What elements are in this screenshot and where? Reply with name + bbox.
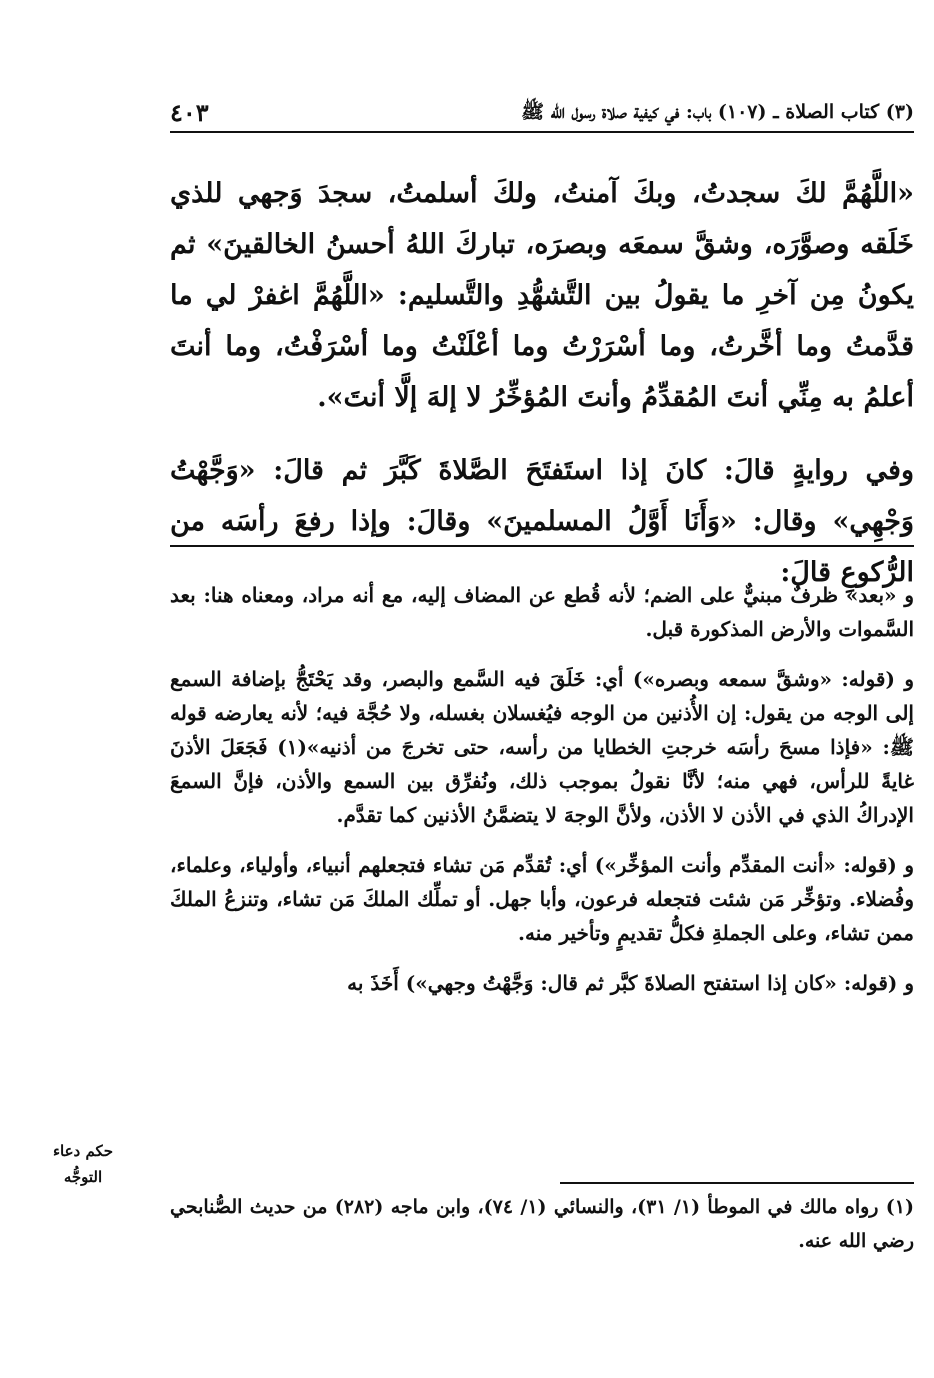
page-header bbox=[170, 100, 914, 130]
hadith-text bbox=[170, 168, 914, 620]
margin-note-line: حكم دعاء bbox=[52, 1142, 113, 1160]
page-number: ٤٠٣ bbox=[170, 98, 209, 127]
footnote-divider bbox=[560, 1182, 914, 1184]
hadith-paragraph: «اللَّهُمَّ لكَ سجدتُ، وبكَ آمنتُ، ولكَ أسلمتُ، سجدَ وَجهي للذي خَلَقه وصوَّرَه، وشقَّ سمعَه وبصرَه، تباركَ اللهُ أحسنُ الخالقينَ» ثم يكونُ مِن آخرِ ما يقولُ بين التَّشهُّدِ والتَّسليم: «اللَّهُمَّ اغفرْ لي ما قدَّمتُ وما أخَّرتُ، وما أسْرَرْتُ وما أعْلَنْتُ وما أسْرَفْتُ، وما أنتَ أعلمُ به مِنِّي أنتَ المُقدِّمُ وأنتَ المُؤخِّرُ لا إلهَ إلَّا أنتَ». bbox=[170, 178, 914, 413]
section-divider bbox=[170, 545, 914, 547]
commentary-paragraph: و (قوله: «وشقَّ سمعه وبصره») أي: خَلَقَ فيه السَّمع والبصر، وقد يَحْتَجُّ بإضافة السمع إلى الوجه من يقول: إن الأُذنين من الوجه فيُغسلان بغسله، ولا حُجَّة فيه؛ لأنه يعارضه قوله ﷺ: «فإذا مسحَ رأسَه خرجتِ الخطايا من رأسه، حتى تخرجَ من أذنيه»(١) فَجَعَلَ الأذنَ غايةً للرأس، فهي منه؛ لأنَّا نقولُ بموجب ذلك، ونُفرِّق بين السمع والأذن، فإنَّ السمعَ الإدراكُ الذي في الأذن لا الأذن، ولأنَّ الوجهَ لا يتضمَّنُ الأذنين كما تقدَّم. bbox=[170, 667, 914, 827]
footnote-item: (١) رواه مالك في الموطأ (١/ ٣١)، والنسائي (١/ ٧٤)، وابن ماجه (٢٨٢) من حديث الصُّنابحي رضي الله عنه. bbox=[170, 1196, 915, 1252]
margin-note bbox=[18, 1138, 148, 1190]
running-title: (٣) كتاب الصلاة ـ (١٠٧) باب: في كيفية صلاة رسول الله ﷺ bbox=[521, 101, 914, 123]
commentary-paragraph: و (قوله: «كان إذا استفتح الصلاةَ كبَّر ثم قال: وَجَّهْتُ وجهي») أَخَذَ به bbox=[347, 971, 914, 995]
commentary-paragraph: و (قوله: «أنت المقدِّم وأنت المؤخِّر») أي: تُقدِّم مَن تشاء فتجعلهم أنبياء، وأولياء، وعلماء، وفُضلاء. وتؤخِّر مَن شئت فتجعله فرعون، وأبا جهل. أو تملِّك الملكَ مَن تشاء، وتنزعُ الملكَ ممن تشاء، وعلى الجملةِ فكلُّ تقديمٍ وتأخير منه. bbox=[170, 853, 914, 945]
hadith-paragraph: وفي روايةٍ قالَ: كانَ إذا استَفتَحَ الصَّلاةَ كَبَّرَ ثم قالَ: «وَجَّهْتُ وَجْهِي» وقال: «وَأَنَا أَوَّلُ المسلمينَ» وقالَ: وإذا رفعَ رأسَه من الرُّكوعِ قالَ: bbox=[170, 455, 914, 588]
footnotes bbox=[170, 1190, 914, 1258]
margin-note-line: التوجُّه bbox=[63, 1168, 103, 1186]
commentary-paragraph: و «بعد» ظرفٌ مبنيٌّ على الضم؛ لأنه قُطع عن المضاف إليه، مع أنه مراد، ومعناه هنا: بعد السَّموات والأرض المذكورة قبل. bbox=[170, 583, 914, 641]
header-divider bbox=[170, 131, 914, 133]
commentary-text bbox=[170, 578, 914, 1016]
